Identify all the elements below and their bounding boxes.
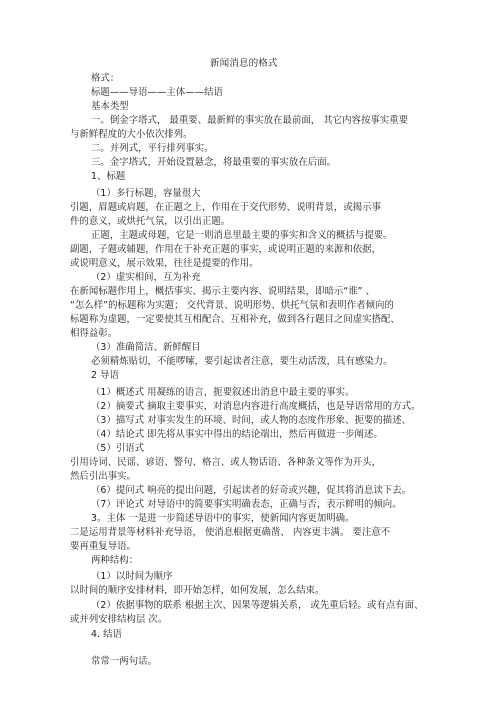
- text-line: 标题——导语——主体——结语: [91, 87, 223, 98]
- text-line: （1）概述式 用凝练的语言，扼要叙述出消息中最主要的事实。: [91, 387, 355, 398]
- text-line: 格式：: [91, 73, 120, 84]
- text-line: （6）提问式 响亮的提出问题，引起读者的好奇或兴趣，促其将消息读下去。: [91, 485, 412, 496]
- text-line: 两种结构：: [91, 555, 139, 566]
- text-line: （4）结论式 即先将从事实中得出的结论端出，然后再做进一步阐述。: [91, 429, 383, 440]
- text-line: 3。主体 一是进一步简述导语中的事实，使新闻内容更加明确。: [91, 513, 355, 524]
- text-line: （2）依据事物的联系 根据主次、因果等逻辑关系， 或先重后轻。或有点有面、: [91, 600, 424, 611]
- text-line: （1）多行标题，容量很大: [91, 188, 201, 199]
- text-line: 标题称为虚题，一定要使其互相配合、互相补充，做到各行题目之间虚实搭配、: [70, 314, 400, 325]
- text-line: 1、标题: [91, 171, 126, 182]
- text-line: 要再重复导语。: [70, 541, 136, 552]
- text-line: “怎么样”的标题称为实题； 交代背景、说明形势、烘托气氛和表明作者倾向的: [70, 300, 394, 311]
- text-line: 一。倒金字塔式， 最重要、最新鲜的事实放在最前面， 其它内容按事实重要: [91, 115, 409, 126]
- text-line: 相得益彰。: [70, 328, 118, 339]
- text-line: 三。金字塔式，开始设置悬念，将最重要的事实放在后面。: [91, 157, 337, 168]
- text-line: 必须精炼贴切，不能啰嗦，要引起读者注意，要生动活泼，具有感染力。: [91, 356, 393, 367]
- text-line: 基本类型: [91, 101, 129, 112]
- text-line: （3）准确简洁、新鲜醒目: [91, 342, 201, 353]
- text-line: 正题，主题或母题，它是一则消息里最主要的事实和含义的概括与提要。: [91, 230, 393, 241]
- text-line: （1）以时间为顺序: [91, 571, 173, 582]
- text-line: （5）引语式: [91, 443, 145, 454]
- text-line: 件的意义，或烘托气氛，以引出正题。: [70, 216, 231, 227]
- text-line: 二是运用背景等材料补充导语， 使消息根据更确凿、 内容更丰满。 要注意不: [70, 527, 391, 538]
- text-line: 以时间的顺序安排材料，即开始怎样，如何发展，怎么结束。: [70, 585, 325, 596]
- document-title: 新闻消息的格式: [210, 58, 278, 69]
- text-line: 副题，子题或辅题，作用在于补充正题的事实，或说明正题的来源和依据，: [70, 244, 382, 255]
- text-line: （3）描写式 对事实发生的环境、时间，或人物的态度作形象、扼要的描述、: [91, 415, 412, 426]
- text-line: （2）虚实相间，互为补充: [91, 272, 201, 283]
- text-line: 在新闻标题作用上，概括事实、揭示主要内容、说明结果，即暗示“谁” 、: [70, 286, 376, 297]
- text-line: 2 导语: [91, 370, 119, 381]
- text-line: 或并列安排结构层 次。: [70, 614, 168, 625]
- text-line: 引用诗词、民谣、谚语、警句、格言、或人物话语、各种条文等作为开头，: [70, 457, 382, 468]
- text-line: 或说明意义，展示效果，往往是提要的作用。: [70, 258, 259, 269]
- text-line: （7）评论式 对导语中的简要事实明确表态，正确与否，表示鲜明的倾向。: [91, 499, 402, 510]
- text-line: （2）摘要式 摘取主要事实，对消息内容进行高度概括，也是导语常用的方式。: [91, 401, 421, 412]
- text-line: 二。并列式，平行排列事实。: [91, 143, 214, 154]
- text-line: 引题，眉题或肩题，在正题之上，作用在于交代形势、说明背景，或揭示事: [70, 202, 382, 213]
- text-line: 与新鲜程度的大小依次排列。: [70, 129, 193, 140]
- text-line: 常常一两句话。: [91, 656, 157, 667]
- text-line: 然后引出事实。: [70, 471, 136, 482]
- text-line: 4. 结语: [91, 629, 122, 640]
